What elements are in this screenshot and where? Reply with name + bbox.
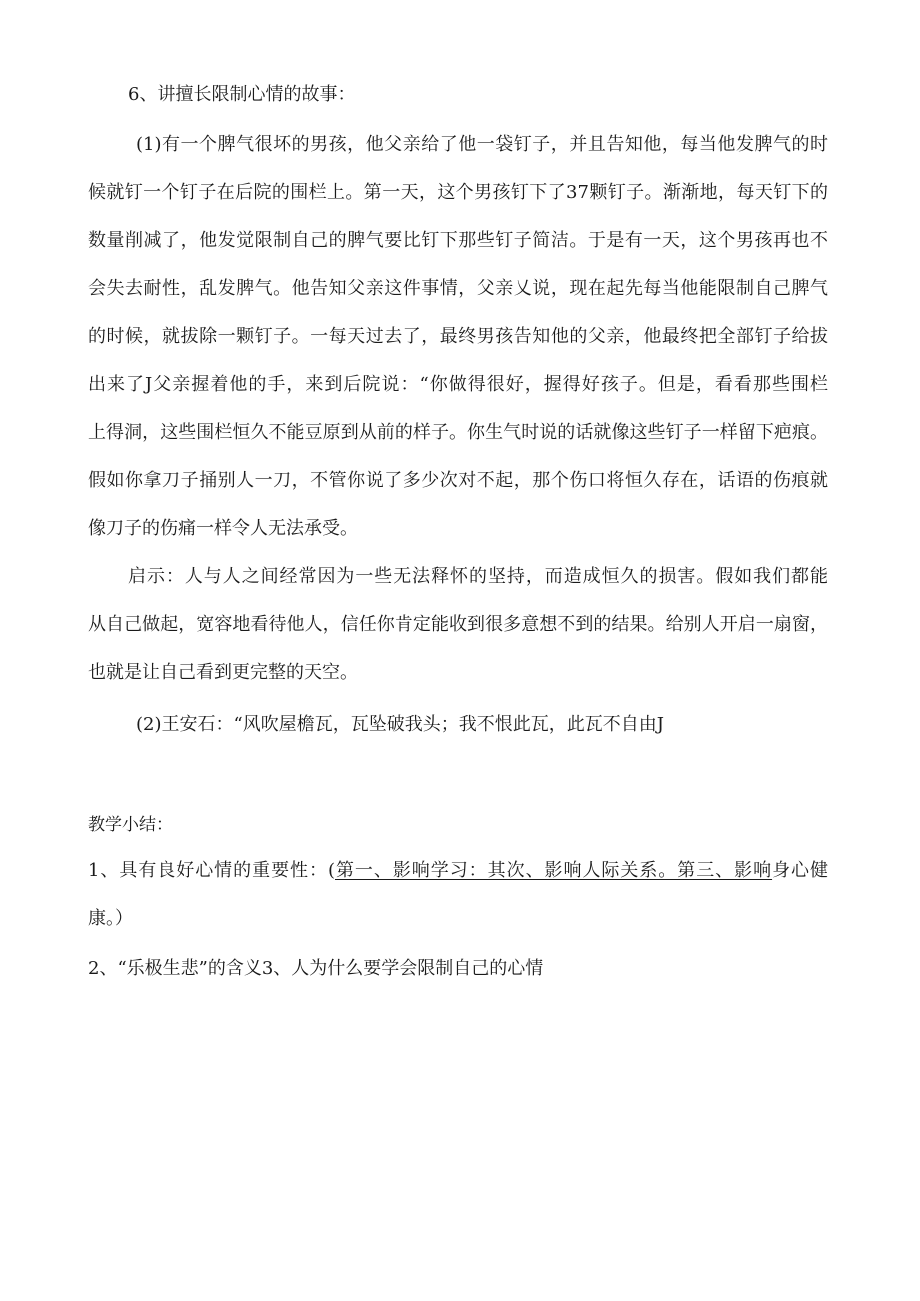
story-line-3: 数量削减了，他发觉限制自己的脾气要比钉下那些钉子简洁。于是有一天，这个男孩再也不	[88, 230, 828, 251]
summary-item-1-underlined: 第一、影响学习：其次、影响人际关系。第三、影响	[334, 860, 773, 881]
summary-item-1-suffix: 身心健	[772, 860, 829, 881]
story-line-1: (1)有一个脾气很坏的男孩，他父亲给了他一袋钉子，并且告知他，每当他发脾气的时	[136, 134, 828, 155]
summary-item-1-continued: 康。）	[88, 908, 133, 929]
section-heading: 6、讲擅长限制心情的故事：	[128, 84, 356, 105]
insight-line-2: 从自己做起，宽容地看待他人，信任你肯定能收到很多意想不到的结果。给别人开启一扇窗，	[88, 614, 828, 635]
summary-item-2: 2、“乐极生悲”的含义3、人为什么要学会限制自己的心情	[88, 958, 544, 979]
story-line-4: 会失去耐性，乱发脾气。他告知父亲这件事情，父亲乂说，现在起先每当他能限制自己脾气	[88, 278, 828, 299]
summary-item-1-prefix: 1、具有良好心情的重要性：(	[88, 860, 335, 881]
insight-line-3: 也就是让自己看到更完整的天空。	[88, 662, 358, 683]
quote-line: (2)王安石：“风吹屋檐瓦，瓦坠破我头；我不恨此瓦，此瓦不自由J	[136, 714, 664, 735]
summary-title: 教学小结：	[88, 815, 173, 835]
story-line-9: 像刀子的伤痛一样令人无法承受。	[88, 518, 358, 539]
summary-item-1	[88, 859, 828, 883]
story-line-8: 假如你拿刀子捅别人一刀，不管你说了多少次对不起，那个伤口将恒久存在，话语的伤痕就	[88, 470, 828, 491]
insight-line-1: 启示：人与人之间经常因为一些无法释怀的坚持，而造成恒久的损害。假如我们都能	[128, 566, 828, 587]
story-line-5: 的时候，就拔除一颗钉子。一每天过去了，最终男孩告知他的父亲，他最终把全部钉子给拔	[88, 326, 828, 347]
story-line-2: 候就钉一个钉子在后院的围栏上。第一天，这个男孩钉下了37颗钉子。渐渐地，每天钉下的	[88, 182, 828, 203]
story-line-7: 上得洞，这些围栏恒久不能豆原到从前的样子。你生气时说的话就像这些钉子一样留下疤痕。	[88, 422, 828, 443]
story-line-6: 出来了J父亲握着他的手，来到后院说：“你做得很好，握得好孩子。但是，看看那些围栏	[88, 374, 828, 395]
